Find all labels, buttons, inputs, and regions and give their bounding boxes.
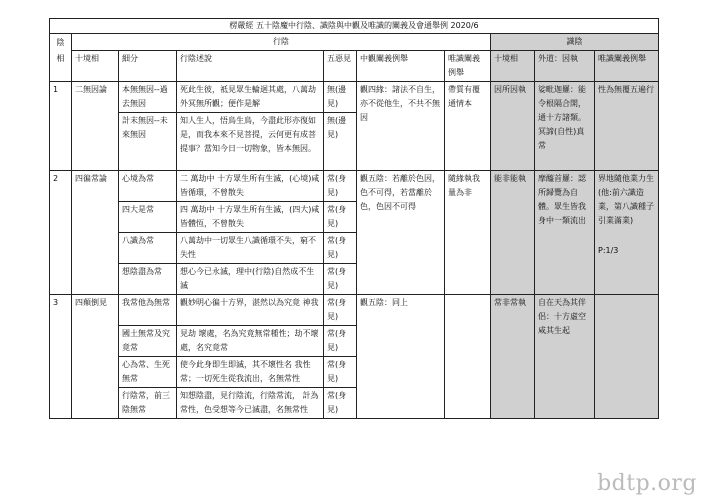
cell-jing: 四徧常論: [72, 171, 119, 295]
col-header: 行陰述說: [177, 51, 324, 82]
row-number: 2: [50, 171, 72, 295]
cell-weishi2: 界地隨他業力生(他:前六識造業，第八識種子引業滿業): [598, 174, 654, 225]
col-header: 唯識闡義例舉: [595, 51, 659, 82]
cell-desc: 八萬劫中一切眾生八識循環不失，窮不失性: [177, 233, 324, 264]
page-number: P:1/3: [598, 246, 619, 255]
cell-shijing: 常非常執: [491, 295, 535, 419]
cell-weishi2: 性為無覆五遍行: [595, 82, 659, 171]
cell-waidao: 摩醯首羅：認所歸覽為自體。眾生皆我身中一類流出: [535, 171, 595, 295]
cell-weishi: 帶質有覆通情本: [445, 82, 491, 171]
cell-jian: 常(身見): [324, 388, 357, 419]
cell-jian: 無(邊見): [324, 113, 357, 171]
cell-jian: 無(邊見): [324, 82, 357, 113]
title-row: [50, 19, 659, 34]
cell-jian: 常(身見): [324, 233, 357, 264]
col-header: 唯識闡義例舉: [445, 51, 491, 82]
cell-desc: 見劫 壞處，名為究竟無常種性；劫不壞處，名究竟常: [177, 326, 324, 357]
cell-shijing: 因所因執: [491, 82, 535, 171]
col-header: 五惡見: [324, 51, 357, 82]
cell-desc: 死此生彼，祗見眾生輪迴其處，八萬劫外冥無所觀；便作是解: [177, 82, 324, 113]
watermark: bdtp.org: [597, 471, 697, 496]
cell-jing: 四顛倒見: [72, 295, 119, 419]
cell-shijing: 能非能執: [491, 171, 535, 295]
comparison-table: [49, 18, 659, 419]
cell-fen: 八識為常: [119, 233, 177, 264]
cell-desc: 知人生人，悟鳥生鳥，今盡此形亦復如是，而我本來不見菩提，云何更有成菩提事？當知今日一切物象，皆本無因。: [177, 113, 324, 171]
cell-weishi: 隨緣執我量為非: [445, 171, 491, 295]
table-row: [50, 295, 659, 326]
table-title: 楞嚴經 五十陰魔中行陰、識陰與中觀及唯識的闡義及會通舉例 2020/6: [50, 19, 659, 34]
cell-fen: 本無無因--過去無因: [119, 82, 177, 113]
cell-weishi2: [595, 295, 659, 419]
cell-jian: 常(身見): [324, 264, 357, 295]
col-header: 細分: [119, 51, 177, 82]
cell-fen: 心為常、生死無常: [119, 357, 177, 388]
cell-fen: 我常他為無常: [119, 295, 177, 326]
col-header: 中觀闡義例舉: [357, 51, 445, 82]
cell-fen: 想陰盡為常: [119, 264, 177, 295]
cell-weishi2-wrap: [595, 171, 659, 295]
cell-fen: 行陰常，前三陰無常: [119, 388, 177, 419]
col-header: 十境相: [491, 51, 535, 82]
header-row-2: [50, 51, 659, 82]
cell-zhongguan: 觀四緣：諸法不自生，亦不從他生，不共不無因: [357, 82, 445, 171]
table-row: [50, 82, 659, 113]
cell-waidao: 娑毗迦羅：能令根隔合開，通十方諸類。冥諦(自性)真常: [535, 82, 595, 171]
cell-zhongguan: 觀五陰：若離於色因，色不可得，若當離於色，色因不可得: [357, 171, 445, 295]
cell-jian: 常(身見): [324, 326, 357, 357]
header-yin: 陰相: [50, 34, 72, 82]
cell-fen: 心境為常: [119, 171, 177, 202]
table-row: [50, 171, 659, 202]
cell-desc: 使今此身即生即滅，其不壞性名 我性常；一切死生從我流出，名無常性: [177, 357, 324, 388]
cell-jian: 常(身見): [324, 202, 357, 233]
cell-jian: 常(身見): [324, 357, 357, 388]
cell-desc: 知想陰盡，見行陰流，行陰常流， 計為常性，色受想等今已滅盡，名無常性: [177, 388, 324, 419]
cell-desc: 二 萬劫中 十方眾生所有生滅，(心境)咸皆循環，不曾散失: [177, 171, 324, 202]
cell-fen: 國土無常及究竟常: [119, 326, 177, 357]
cell-waidao: 自在天為其伴侶：十方虛空咸其生起: [535, 295, 595, 419]
col-header: 外道：因執: [535, 51, 595, 82]
document-page: [49, 18, 658, 419]
cell-jian: 常(身見): [324, 295, 357, 326]
header-xingyin: 行陰: [72, 34, 491, 51]
header-row-1: [50, 34, 659, 51]
cell-desc: 想心今已永滅，理中(行陰)自然成不生滅: [177, 264, 324, 295]
cell-fen: 四大是常: [119, 202, 177, 233]
header-shiyin: 識陰: [491, 34, 659, 51]
cell-zhongguan: 觀五陰：同上: [357, 295, 445, 419]
cell-jing: 二無因論: [72, 82, 119, 171]
row-number: 1: [50, 82, 72, 171]
cell-fen: 計末無因--未來無因: [119, 113, 177, 171]
row-number: 3: [50, 295, 72, 419]
cell-desc: 觀妙明心徧十方界，湛然以為究竟 神我: [177, 295, 324, 326]
cell-desc: 四 萬劫中 十方眾生所有生滅，(四大)咸皆體恆，不曾散失: [177, 202, 324, 233]
col-header: 十境相: [72, 51, 119, 82]
cell-jian: 常(身見): [324, 171, 357, 202]
cell-weishi: [445, 295, 491, 419]
